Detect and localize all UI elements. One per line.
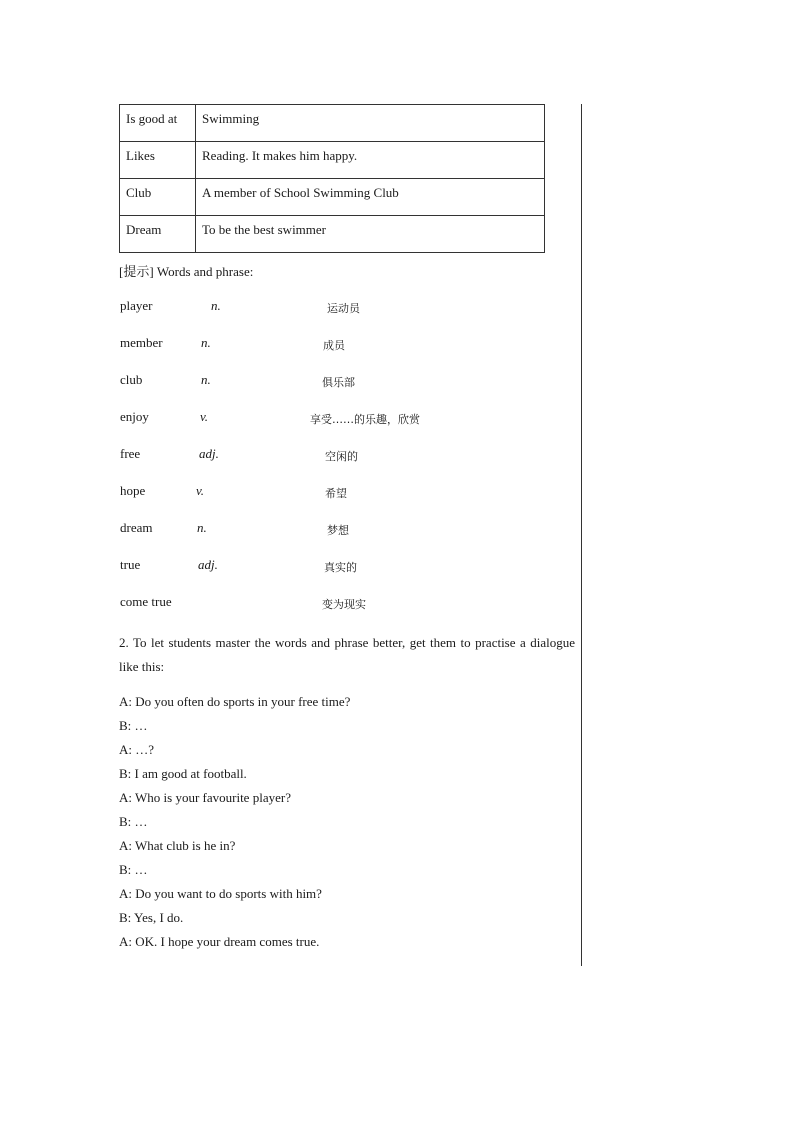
dialogue-line: A: Do you want to do sports with him?	[119, 886, 322, 901]
vocab-pos: n.	[201, 335, 211, 350]
dialogue-line: B: …	[119, 718, 148, 733]
vocab-meaning: 俱乐部	[322, 376, 355, 389]
table-value-cell: To be the best swimmer	[196, 216, 545, 253]
vocab-meaning: 希望	[325, 487, 347, 500]
profile-table	[119, 104, 545, 253]
dialogue-line: A: Do you often do sports in your free time?	[119, 694, 351, 709]
dialogue-line: B: …	[119, 814, 148, 829]
table-row	[120, 216, 545, 253]
vocab-word: player	[120, 298, 153, 313]
vocab-word: member	[120, 335, 163, 350]
table-value-cell: Swimming	[196, 105, 545, 142]
vocab-word: true	[120, 557, 141, 572]
vocab-pos: n.	[201, 372, 211, 387]
vocab-word: club	[120, 372, 143, 387]
dialogue-line: A: What club is he in?	[119, 838, 236, 853]
page-right-border	[581, 104, 582, 966]
vocabulary-list	[120, 291, 440, 624]
vocab-word: hope	[120, 483, 146, 498]
vocab-row	[120, 328, 440, 365]
dialogue-line: A: OK. I hope your dream comes true.	[119, 934, 320, 949]
vocab-pos: v.	[196, 483, 205, 498]
vocab-row	[120, 365, 440, 402]
practice-instruction: 2. To let students master the words and phrase better, get them to practise a dialogue like this:	[119, 635, 575, 674]
dialogue-line: A: …?	[119, 742, 155, 757]
vocab-row	[120, 587, 440, 624]
vocab-meaning: 成员	[323, 339, 345, 352]
vocab-row	[120, 476, 440, 513]
table-row	[120, 179, 545, 216]
dialogue-block	[119, 690, 350, 954]
vocab-word: free	[120, 446, 141, 461]
table-value-cell: A member of School Swimming Club	[196, 179, 545, 216]
vocab-pos: n.	[197, 520, 207, 535]
table-row	[120, 142, 545, 179]
vocab-meaning: 空闲的	[325, 450, 358, 463]
dialogue-line: B: Yes, I do.	[119, 910, 184, 925]
table-key-cell: Club	[120, 179, 196, 216]
vocab-row	[120, 402, 440, 439]
vocab-row	[120, 439, 440, 476]
dialogue-line: B: I am good at football.	[119, 766, 247, 781]
vocab-pos: n.	[211, 298, 221, 313]
vocab-word: come true	[120, 594, 172, 609]
vocab-meaning: 梦想	[327, 524, 349, 537]
vocab-meaning: 运动员	[327, 302, 360, 315]
table-key-cell: Dream	[120, 216, 196, 253]
table-key-cell: Likes	[120, 142, 196, 179]
dialogue-line: A: Who is your favourite player?	[119, 790, 291, 805]
table-key-cell: Is good at	[120, 105, 196, 142]
vocab-word: dream	[120, 520, 153, 535]
table-value-cell: Reading. It makes him happy.	[196, 142, 545, 179]
vocab-meaning: 真实的	[324, 561, 357, 574]
vocab-row	[120, 550, 440, 587]
table-row	[120, 105, 545, 142]
tip-heading: [提示] Words and phrase:	[119, 264, 254, 279]
vocab-row	[120, 291, 440, 328]
vocab-row	[120, 513, 440, 550]
vocab-meaning: 享受……的乐趣，欣赏	[310, 413, 420, 426]
vocab-pos: adj.	[199, 446, 219, 461]
vocab-pos: adj.	[198, 557, 218, 572]
vocab-pos: v.	[200, 409, 209, 424]
dialogue-line: B: …	[119, 862, 148, 877]
vocab-meaning: 变为现实	[322, 598, 366, 611]
vocab-word: enjoy	[120, 409, 149, 424]
